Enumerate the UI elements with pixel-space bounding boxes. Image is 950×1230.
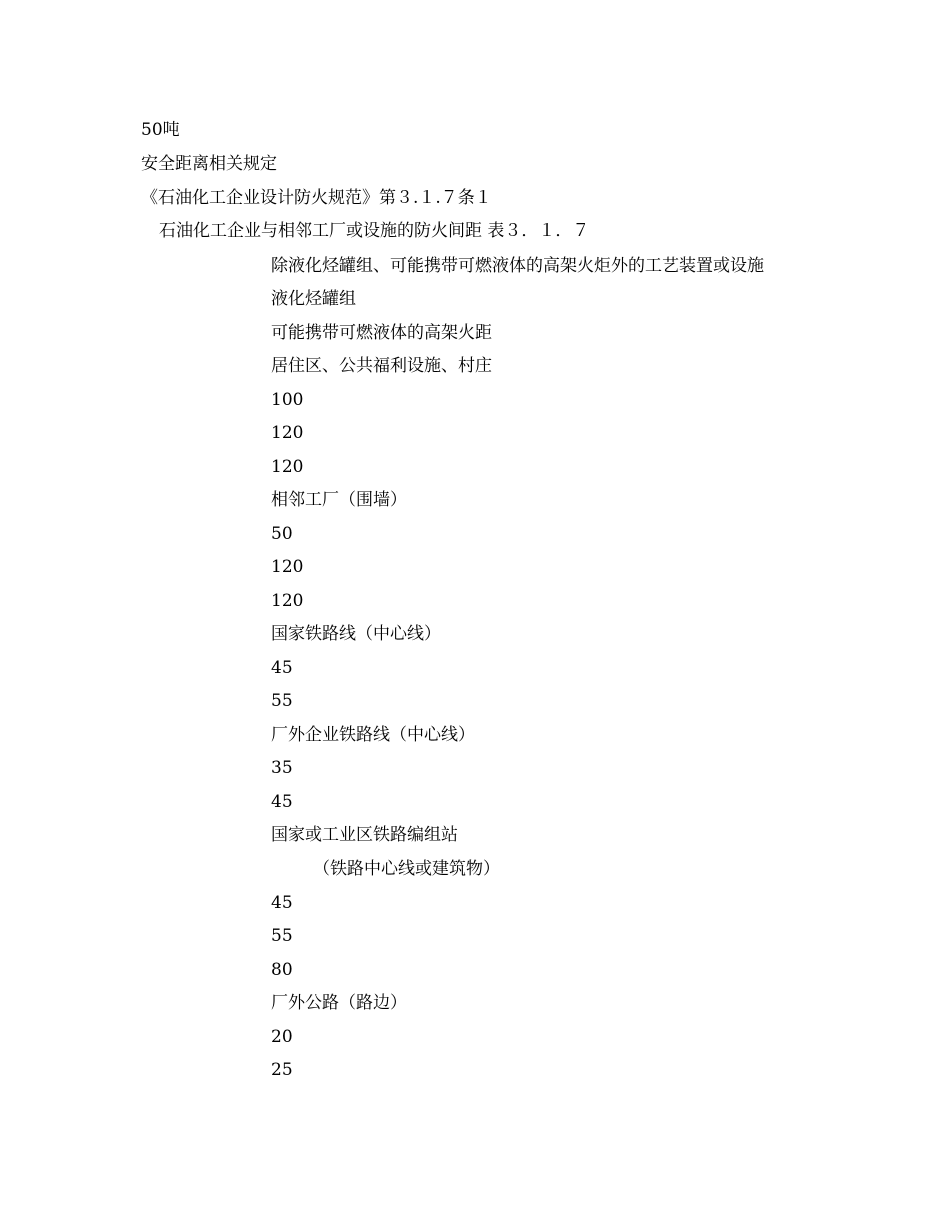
table-entry: 120 [271, 591, 304, 611]
table-entry: 厂外公路（路边） [271, 993, 407, 1013]
table-entry: 50 [271, 524, 293, 544]
table-entry: 居住区、公共福利设施、村庄 [271, 356, 492, 376]
table-entry: 国家铁路线（中心线） [271, 624, 441, 644]
table-entry: 除液化烃罐组、可能携带可燃液体的高架火炬外的工艺装置或设施 [271, 256, 764, 276]
table-entry: 100 [271, 390, 304, 410]
table-caption: 石油化工企业与相邻工厂或设施的防火间距 表３．１．７ [159, 221, 590, 241]
table-entry: 液化烃罐组 [271, 289, 356, 309]
table-entry: 20 [271, 1027, 293, 1047]
table-entry: （铁路中心线或建筑物） [313, 859, 500, 879]
table-entry: 55 [271, 691, 293, 711]
table-entry: 55 [271, 926, 293, 946]
table-entry: 120 [271, 457, 304, 477]
table-entry: 80 [271, 960, 293, 980]
reference-text: 《石油化工企业设计防火规范》第３.１.７条１ [141, 188, 492, 208]
table-entry: 45 [271, 893, 293, 913]
table-entry: 35 [271, 758, 293, 778]
table-entry: 25 [271, 1060, 293, 1080]
table-entry: 120 [271, 423, 304, 443]
table-entry: 45 [271, 792, 293, 812]
table-entry: 国家或工业区铁路编组站 [271, 825, 458, 845]
table-entry: 厂外企业铁路线（中心线） [271, 725, 475, 745]
table-entry: 120 [271, 557, 304, 577]
section-title: 安全距离相关规定 [141, 154, 277, 174]
table-entry: 相邻工厂（围墙） [271, 490, 407, 510]
table-entry: 可能携带可燃液体的高架火距 [271, 323, 492, 343]
table-entry: 45 [271, 658, 293, 678]
capacity-text: 50吨 [141, 120, 180, 140]
